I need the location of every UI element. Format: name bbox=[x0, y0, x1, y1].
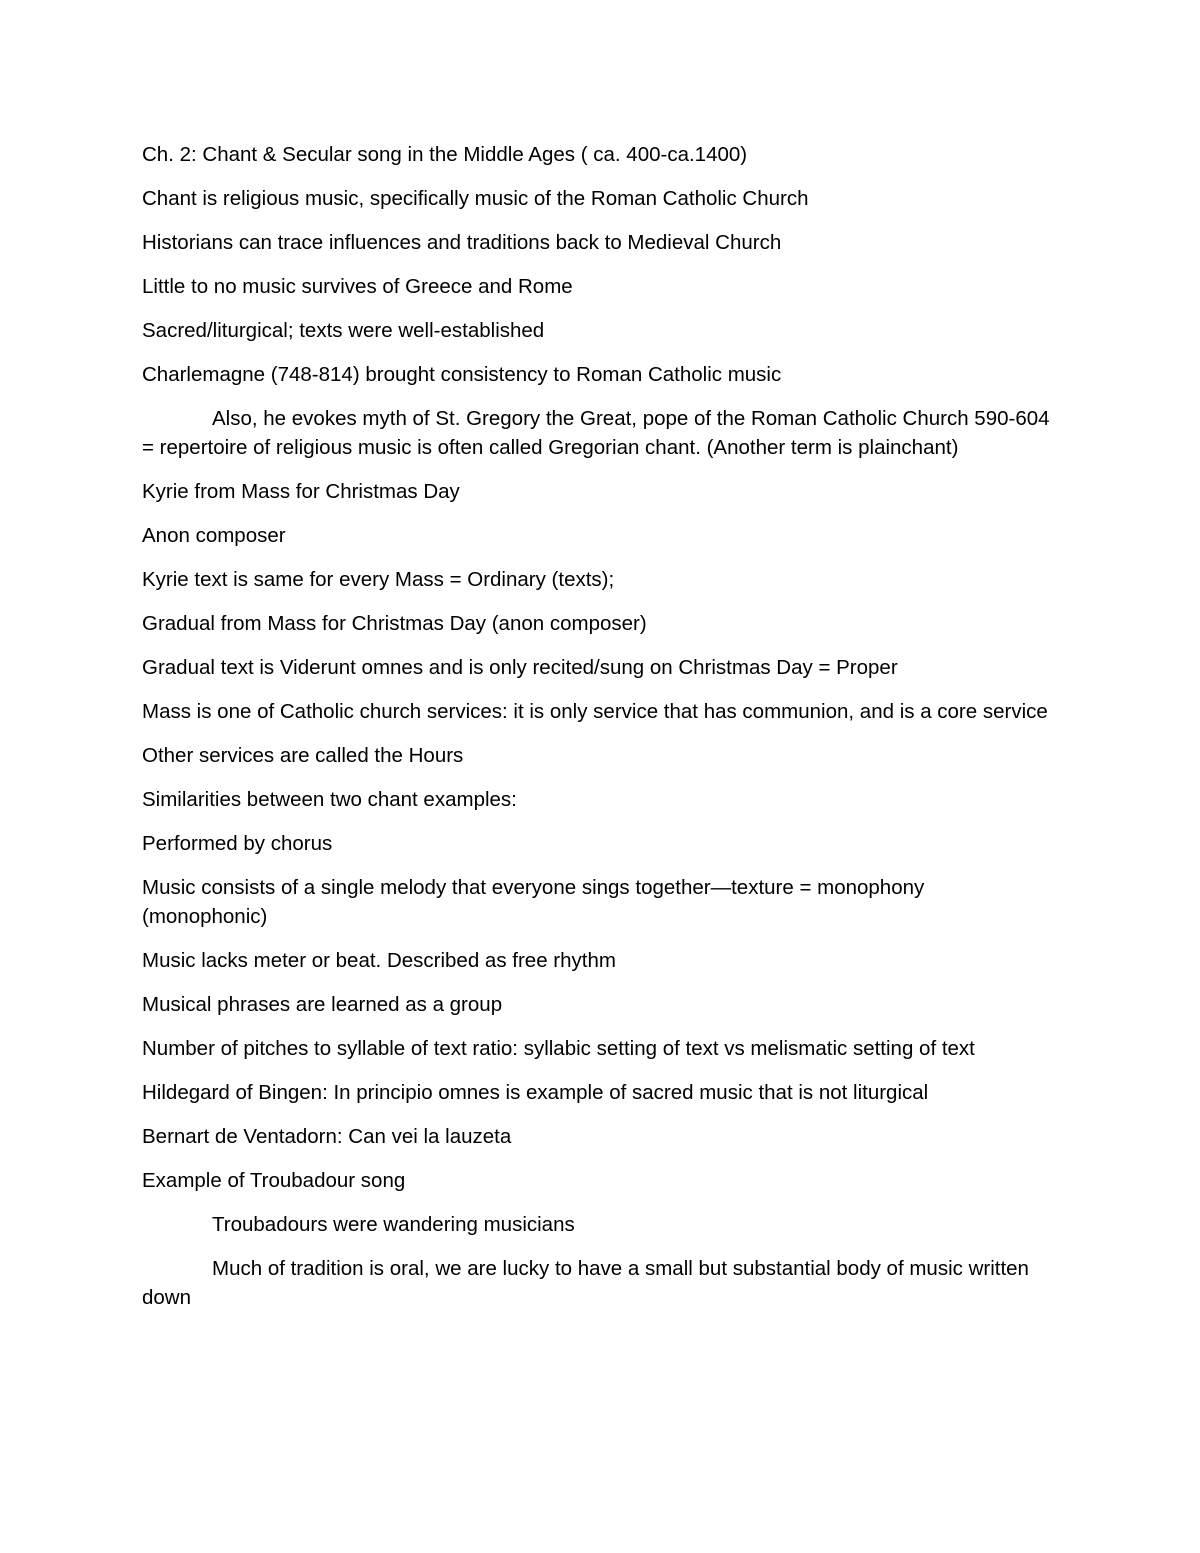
document-paragraph: Bernart de Ventadorn: Can vei la lauzeta bbox=[142, 1125, 512, 1148]
document-paragraph: Gradual text is Viderunt omnes and is only recited/sung on Christmas Day = Proper bbox=[142, 656, 898, 679]
document-paragraph: Number of pitches to syllable of text ratio: syllabic setting of text vs melismatic setting of text bbox=[142, 1037, 975, 1060]
document-paragraph: Music consists of a single melody that everyone sings together—texture = monophony (monophonic) bbox=[142, 876, 925, 928]
document-paragraph: Hildegard of Bingen: In principio omnes is example of sacred music that is not liturgical bbox=[142, 1081, 929, 1104]
document-paragraph: Also, he evokes myth of St. Gregory the Great, pope of the Roman Catholic Church 590-604 = repertoire of religious music is often called Gregorian chant. (Another term is plainchant) bbox=[142, 407, 1050, 459]
document-paragraph: Example of Troubadour song bbox=[142, 1169, 406, 1192]
document-heading: Ch. 2: Chant & Secular song in the Middle Ages ( ca. 400-ca.1400) bbox=[142, 143, 748, 166]
document-paragraph: Gradual from Mass for Christmas Day (anon composer) bbox=[142, 612, 647, 635]
document-paragraph: Little to no music survives of Greece and Rome bbox=[142, 275, 573, 298]
document-paragraph: Chant is religious music, specifically music of the Roman Catholic Church bbox=[142, 187, 809, 210]
document-body bbox=[142, 140, 1052, 1327]
document-paragraph: Historians can trace influences and traditions back to Medieval Church bbox=[142, 231, 782, 254]
document-paragraph: Anon composer bbox=[142, 524, 286, 547]
document-paragraph: Mass is one of Catholic church services: it is only service that has communion, and is a core service bbox=[142, 700, 1048, 723]
document-paragraph: Sacred/liturgical; texts were well-established bbox=[142, 319, 545, 342]
document-paragraph: Charlemagne (748-814) brought consistency to Roman Catholic music bbox=[142, 363, 782, 386]
document-paragraph: Musical phrases are learned as a group bbox=[142, 993, 503, 1016]
document-paragraph: Music lacks meter or beat. Described as free rhythm bbox=[142, 949, 616, 972]
document-paragraph: Performed by chorus bbox=[142, 832, 333, 855]
document-paragraph: Similarities between two chant examples: bbox=[142, 788, 517, 811]
document-paragraph: Other services are called the Hours bbox=[142, 744, 464, 767]
document-paragraph: Kyrie text is same for every Mass = Ordinary (texts); bbox=[142, 568, 615, 591]
document-paragraph: Troubadours were wandering musicians bbox=[212, 1213, 575, 1236]
document-paragraph: Kyrie from Mass for Christmas Day bbox=[142, 480, 460, 503]
document-paragraph: Much of tradition is oral, we are lucky to have a small but substantial body of music written down bbox=[142, 1257, 1029, 1309]
